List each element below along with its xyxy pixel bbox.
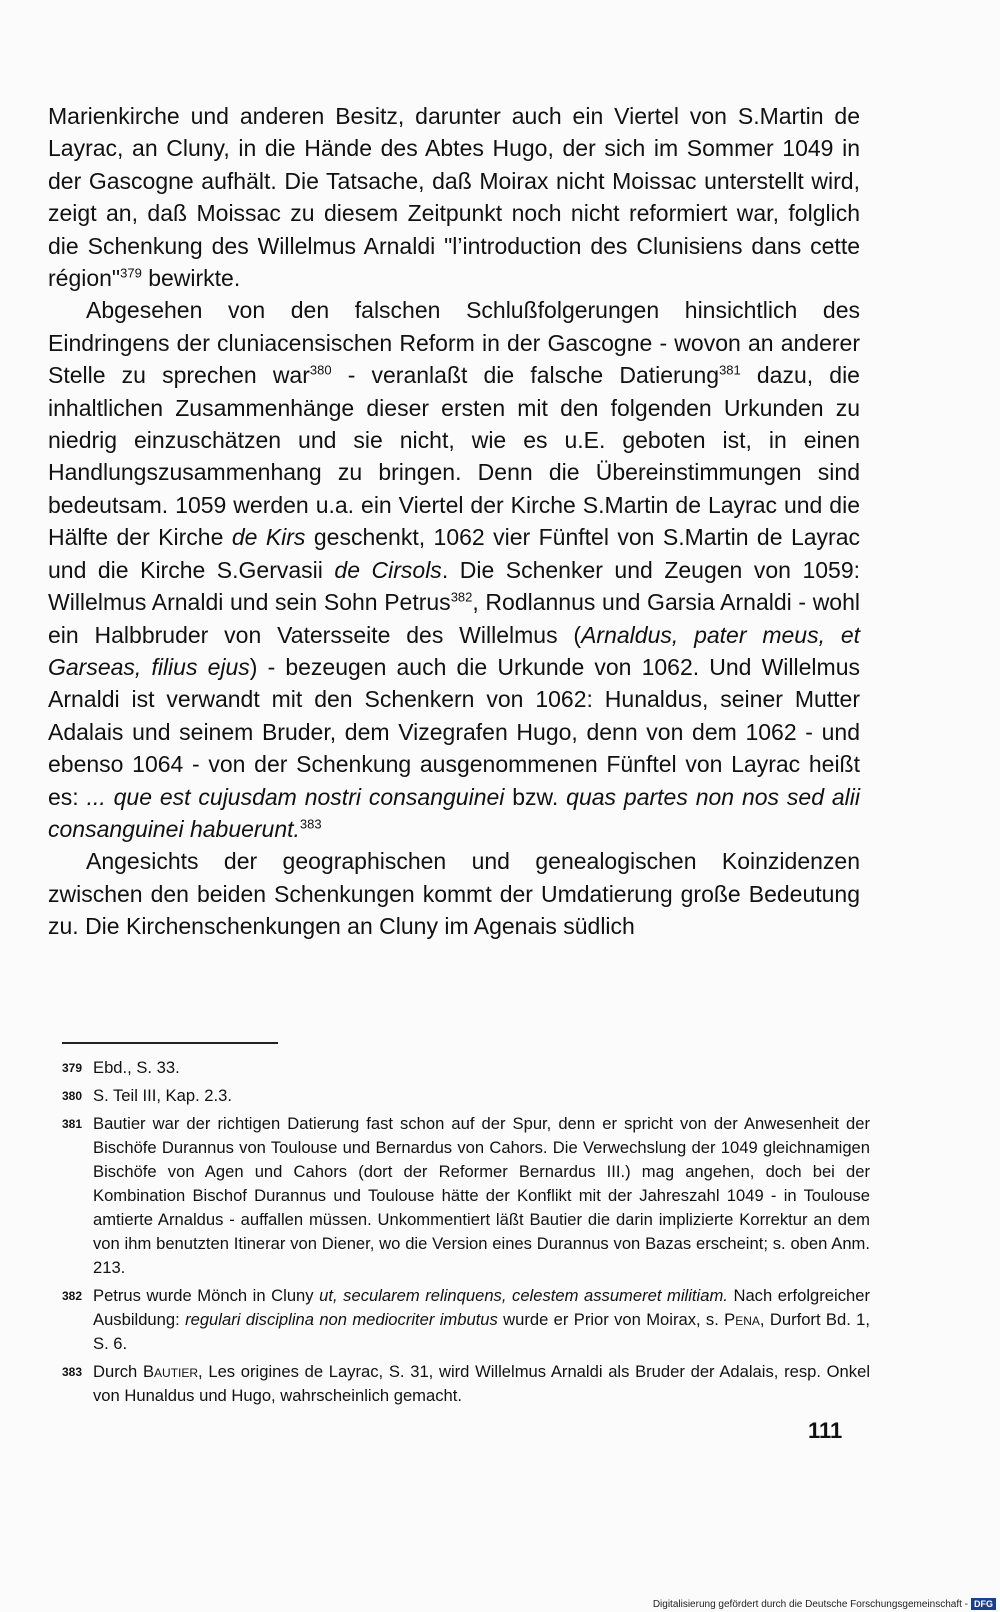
- footnote: [62, 1084, 870, 1108]
- footnote-reference: 381: [719, 362, 741, 378]
- text-run: , Rodlannus und Garsia Arnaldi - wohl ein Halbbruder von Vatersseite des Willelmus (: [48, 589, 861, 648]
- text-run: Durch: [93, 1362, 143, 1381]
- footnote-text: [93, 1084, 870, 1108]
- text-run: - veranlaßt die falsche Datierung: [331, 362, 720, 389]
- italic-text: de Cirsols: [334, 556, 442, 583]
- footnote-text: [93, 1112, 870, 1280]
- italic-text: quas partes non nos sed alii consanguinei habuerunt.: [48, 783, 860, 842]
- page-number: 111: [808, 1418, 843, 1443]
- small-caps-text: Pena: [724, 1310, 760, 1329]
- digitization-credit: [653, 1598, 996, 1610]
- footnote-number: 383: [62, 1365, 83, 1379]
- paragraph: [48, 100, 860, 294]
- footnotes: [62, 1056, 870, 1412]
- text-run: Angesichts der geographischen und genealogischen Koinzidenzen zwischen den beiden Schenkungen kommt der Umdatierung große Bedeutung zu. Die Kirchenschenkungen an Cluny im Agenais südlich: [48, 848, 860, 940]
- text-run: wurde er Prior von Moirax, s.: [497, 1310, 725, 1329]
- text-run: Marienkirche und anderen Besitz, darunter auch ein Viertel von S.Martin de Layrac, an Cluny, in die Hände des Abtes Hugo, der sich im Sommer 1049 in der Gascogne aufhält. Die Tatsache, daß Moirax nicht Moissac unterstellt wird, zeigt an, daß Moissac zu diesem Zeitpunkt noch nicht reformiert war, folglich die Schenkung des Willelmus Arnaldi "l’introduction des Clunisiens dans cette région": [48, 103, 860, 292]
- footnote: [62, 1360, 870, 1408]
- italic-text: ... que est cujusdam nostri consanguinei: [86, 783, 505, 810]
- footnote-reference: 379: [120, 265, 142, 281]
- footnote-reference: 383: [299, 816, 322, 832]
- footnote-number: 381: [62, 1117, 83, 1131]
- footnote-reference: 382: [450, 589, 473, 605]
- main-text: [48, 100, 860, 943]
- text-run: bewirkte.: [141, 265, 241, 292]
- text-run: Abgesehen von den falschen Schlußfolgerungen hinsichtlich des Eindringens der cluniacensischen Reform in der Gascogne - wovon an anderer Stelle zu sprechen war: [48, 297, 860, 389]
- footnote-number: 380: [62, 1089, 83, 1103]
- paragraph: [48, 294, 860, 845]
- footnote-number: 379: [62, 1061, 83, 1075]
- footnote-reference: 380: [309, 362, 332, 378]
- text-run: , Les origines de Layrac, S. 31, wird Willelmus Arnaldi als Bruder der Adalais, resp. Onkel von Hunaldus und Hugo, wahrscheinlich gemacht.: [93, 1362, 871, 1405]
- paragraph: [48, 845, 860, 942]
- footnote-text: [93, 1360, 870, 1408]
- text-run: Ebd., S. 33.: [93, 1058, 180, 1077]
- footnote-number: 382: [62, 1289, 83, 1303]
- text-run: S. Teil III, Kap. 2.3.: [93, 1086, 232, 1105]
- small-caps-text: Bautier: [142, 1362, 199, 1381]
- text-run: dazu, die inhaltlichen Zusammenhänge dieser ersten mit den folgenden Urkunden zu niedrig einzuschätzen und sie nicht, wie es u.E. geboten ist, in einen Handlungszusammenhang zu bringen. Denn die Übereinstimmungen sind bedeutsam. 1059 werden u.a. ein Viertel der Kirche S.Martin de Layrac und die Hälfte der Kirche: [48, 362, 860, 551]
- italic-text: ut, secularem relinquens, celestem assumeret militiam.: [319, 1286, 728, 1305]
- text-run: geschenkt, 1062 vier Fünftel von S.Martin de Layrac und die Kirche S.Gervasii: [48, 524, 860, 583]
- text-run: . Die Schenker und Zeugen von 1059: Willelmus Arnaldi und sein Sohn Petrus: [48, 556, 860, 616]
- footnote-text: [93, 1284, 870, 1356]
- dfg-logo: DFG: [971, 1598, 996, 1610]
- footnote: [62, 1056, 870, 1080]
- text-run: bzw.: [504, 783, 567, 810]
- text-run: , Durfort Bd. 1, S. 6.: [93, 1310, 870, 1353]
- text-run: Petrus wurde Mönch in Cluny: [93, 1286, 320, 1305]
- text-run: ) - bezeugen auch die Urkunde von 1062. Und Willelmus Arnaldi ist verwandt mit den Schenkern von 1062: Hunaldus, seiner Mutter Adalais und seinem Bruder, dem Vizegrafen Hugo, denn von dem 1062 - und ebenso 1064 - von der Schenkung ausgenommenen Fünftel von Layrac heißt es:: [48, 653, 860, 810]
- credit-text: Digitalisierung gefördert durch die Deutsche Forschungsgemeinschaft -: [652, 1598, 968, 1610]
- footnote-separator: [62, 1042, 278, 1044]
- italic-text: Arnaldus, pater meus, et Garseas, filius ejus: [48, 621, 860, 680]
- italic-text: regulari disciplina non mediocriter imbutus: [185, 1310, 498, 1329]
- text-run: Nach erfolgreicher Ausbildung:: [93, 1286, 870, 1329]
- footnote: [62, 1284, 870, 1356]
- footnote: [62, 1112, 870, 1280]
- footnote-text: [93, 1056, 870, 1080]
- text-run: Bautier war der richtigen Datierung fast schon auf der Spur, denn er spricht von der Anwesenheit der Bischöfe Durannus von Toulouse und Bernardus von Cahors. Die Verwechslung der 1049 gleichnamigen Bischöfe von Agen und Cahors (dort der Reformer Bernardus III.) mag angehen, doch bei der Kombination Bischof Durannus und Toulouse hätte der Konflikt mit der Jahreszahl 1049 - in Toulouse amtierte Arnaldus - auffallen müssen. Unkommentiert läßt Bautier die darin implizierte Korrektur an dem von ihm benutzten Itinerar von Diener, wo die Version eines Durannus von Bazas erscheint; s. oben Anm. 213.: [93, 1114, 870, 1277]
- italic-text: de Kirs: [231, 524, 306, 551]
